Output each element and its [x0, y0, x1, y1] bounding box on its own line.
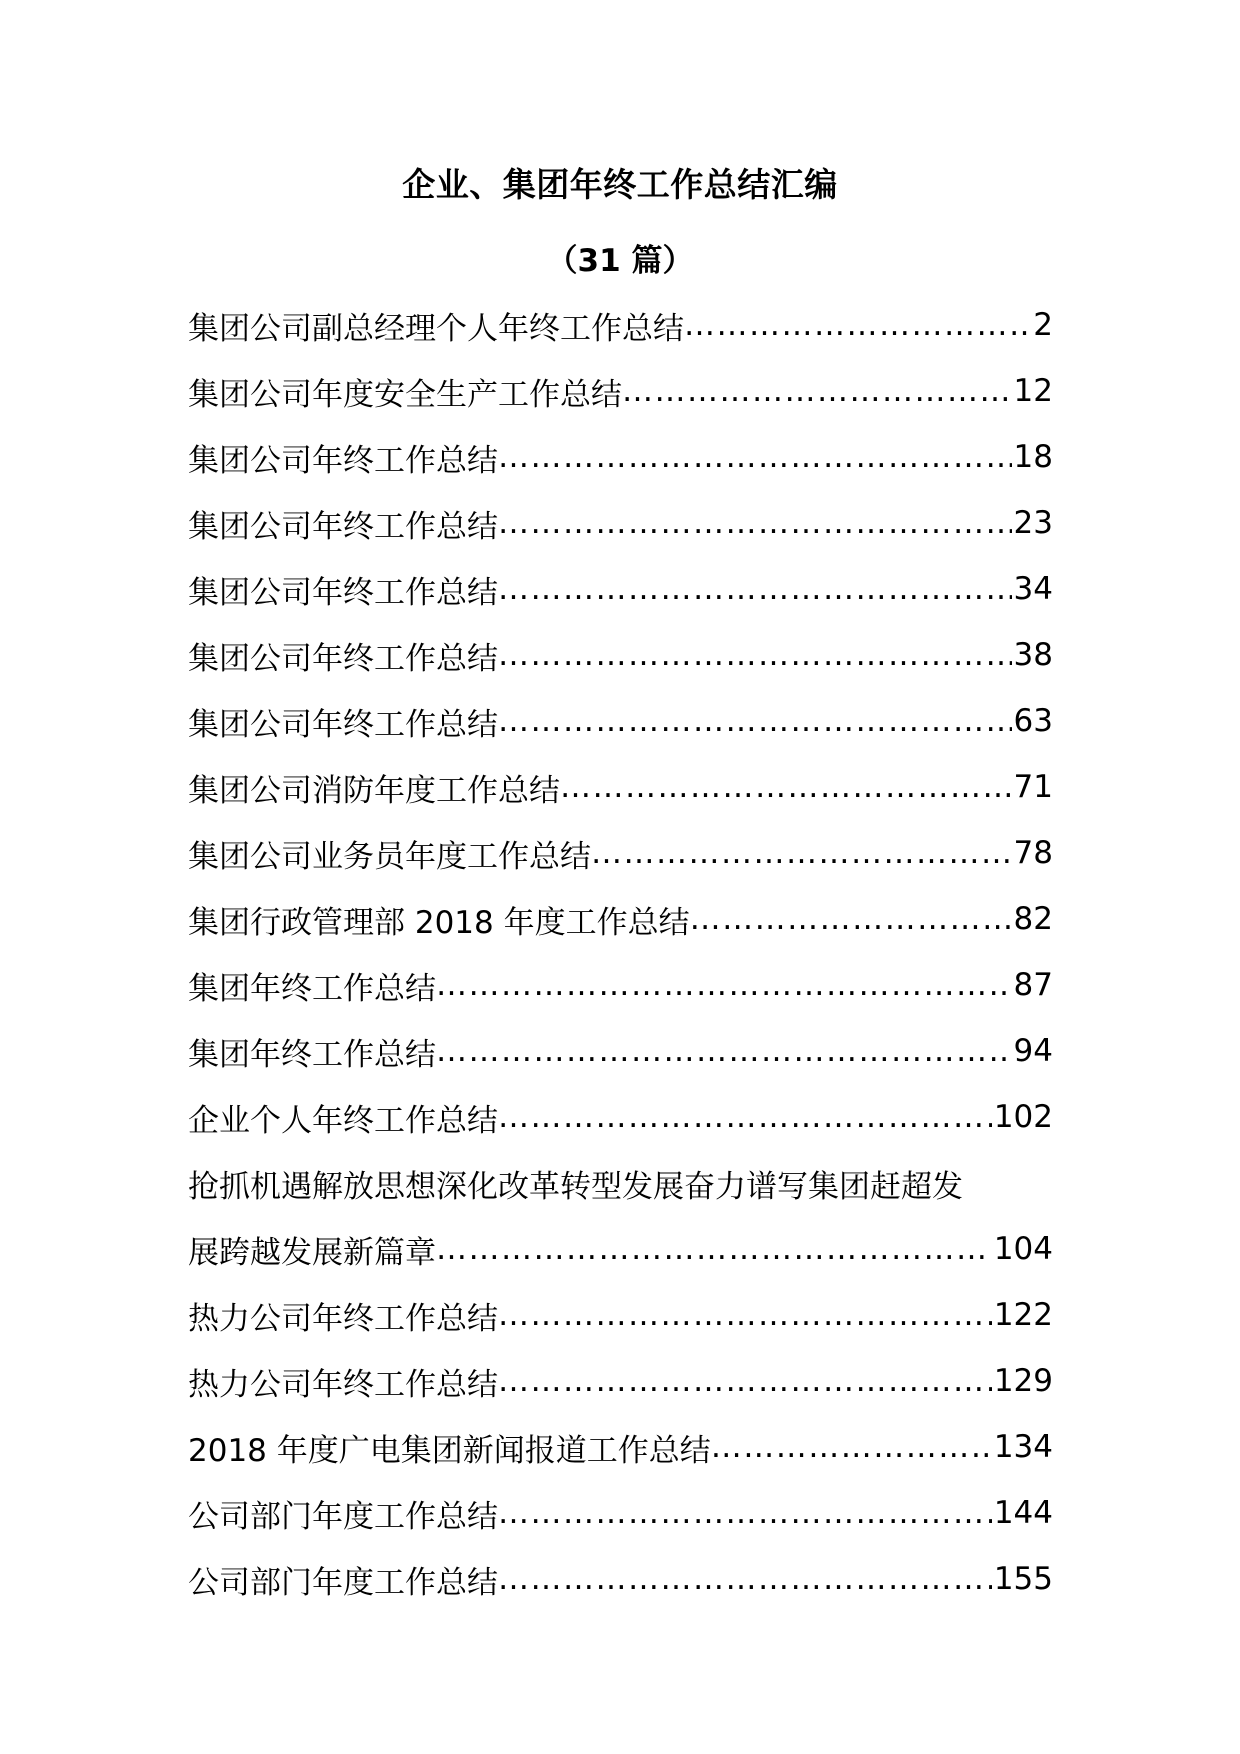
toc-page-number: 104	[993, 1231, 1053, 1267]
toc-entry-title: 集团公司年度安全生产工作总结	[188, 376, 622, 413]
toc-entry[interactable]	[188, 952, 1053, 1018]
toc-entry[interactable]	[188, 1546, 1053, 1612]
toc-dot-leader	[498, 703, 1012, 739]
document-subtitle: （31 篇）	[546, 243, 694, 279]
toc-dot-leader	[498, 1297, 992, 1333]
toc-entry-title: 集团公司年终工作总结	[188, 706, 498, 743]
toc-dot-leader	[498, 571, 1012, 607]
toc-dot-leader	[622, 373, 1012, 409]
toc-entry-title: 集团公司年终工作总结	[188, 442, 498, 479]
toc-dot-leader	[498, 439, 1012, 475]
toc-entry-title: 集团公司消防年度工作总结	[188, 772, 560, 809]
toc-entry-title: 热力公司年终工作总结	[188, 1300, 498, 1337]
toc-entry[interactable]	[188, 1084, 1053, 1150]
toc-entry[interactable]	[188, 556, 1053, 622]
toc-entry-title: 集团公司副总经理个人年终工作总结	[188, 310, 684, 347]
toc-entry[interactable]	[188, 358, 1053, 424]
toc-dot-leader	[436, 967, 1012, 1003]
toc-entry-title: 集团公司年终工作总结	[188, 640, 498, 677]
toc-dot-leader	[498, 505, 1012, 541]
toc-page-number: 102	[993, 1099, 1053, 1135]
toc-page-number: 23	[1013, 505, 1053, 541]
table-of-contents	[188, 292, 1053, 1612]
toc-dot-leader	[498, 1561, 992, 1597]
toc-dot-leader	[436, 1231, 992, 1267]
toc-entry-title: 集团行政管理部 2018 年度工作总结	[188, 904, 690, 941]
toc-entry[interactable]	[188, 754, 1053, 820]
toc-entry-title: 抢抓机遇解放思想深化改革转型发展奋力谱写集团赶超发	[188, 1168, 963, 1205]
toc-page-number: 122	[993, 1297, 1053, 1333]
toc-entry[interactable]	[188, 1480, 1053, 1546]
toc-entry-title: 集团年终工作总结	[188, 1036, 436, 1073]
toc-page-number: 71	[1013, 769, 1053, 805]
toc-entry[interactable]	[188, 688, 1053, 754]
toc-dot-leader	[498, 1099, 992, 1135]
toc-page-number: 63	[1013, 703, 1053, 739]
toc-page-number: 34	[1013, 571, 1053, 607]
toc-dot-leader	[711, 1429, 992, 1465]
toc-page-number: 12	[1013, 373, 1053, 409]
toc-dot-leader	[498, 1495, 992, 1531]
toc-entry-title: 集团公司年终工作总结	[188, 574, 498, 611]
toc-entry-title: 公司部门年度工作总结	[188, 1498, 498, 1535]
toc-entry[interactable]	[188, 1216, 1053, 1282]
toc-entry[interactable]	[188, 1414, 1053, 1480]
toc-entry-title: 集团公司年终工作总结	[188, 508, 498, 545]
toc-entry-title: 公司部门年度工作总结	[188, 1564, 498, 1601]
toc-entry-title: 集团公司业务员年度工作总结	[188, 838, 591, 875]
toc-entry-title: 展跨越发展新篇章	[188, 1234, 436, 1271]
toc-dot-leader	[560, 769, 1012, 805]
toc-entry[interactable]	[188, 820, 1053, 886]
toc-dot-leader	[591, 835, 1012, 871]
toc-entry[interactable]	[188, 1282, 1053, 1348]
toc-entry[interactable]	[188, 622, 1053, 688]
toc-entry[interactable]	[188, 424, 1053, 490]
toc-entry[interactable]	[188, 490, 1053, 556]
toc-entry[interactable]	[188, 1018, 1053, 1084]
toc-dot-leader	[436, 1033, 1012, 1069]
toc-page-number: 129	[993, 1363, 1053, 1399]
toc-entry-title: 集团年终工作总结	[188, 970, 436, 1007]
toc-entry[interactable]	[188, 292, 1053, 358]
toc-page-number: 18	[1013, 439, 1053, 475]
toc-dot-leader	[498, 637, 1012, 673]
toc-page-number: 155	[993, 1561, 1053, 1597]
toc-entry[interactable]	[188, 886, 1053, 952]
toc-entry-title: 2018 年度广电集团新闻报道工作总结	[188, 1432, 711, 1469]
toc-entry-title: 企业个人年终工作总结	[188, 1102, 498, 1139]
toc-page-number: 144	[993, 1495, 1053, 1531]
toc-dot-leader	[498, 1363, 992, 1399]
toc-entry[interactable]	[188, 1348, 1053, 1414]
toc-page-number: 82	[1013, 901, 1053, 937]
toc-page-number: 87	[1013, 967, 1053, 1003]
toc-page-number: 2	[1033, 307, 1053, 343]
toc-entry[interactable]	[188, 1150, 1053, 1216]
toc-page-number: 38	[1013, 637, 1053, 673]
toc-dot-leader	[690, 901, 1012, 937]
toc-page-number: 78	[1013, 835, 1053, 871]
toc-page-number: 94	[1013, 1033, 1053, 1069]
toc-dot-leader	[684, 307, 1031, 343]
document-title: 企业、集团年终工作总结汇编	[402, 165, 838, 204]
toc-page-number: 134	[993, 1429, 1053, 1465]
toc-entry-title: 热力公司年终工作总结	[188, 1366, 498, 1403]
